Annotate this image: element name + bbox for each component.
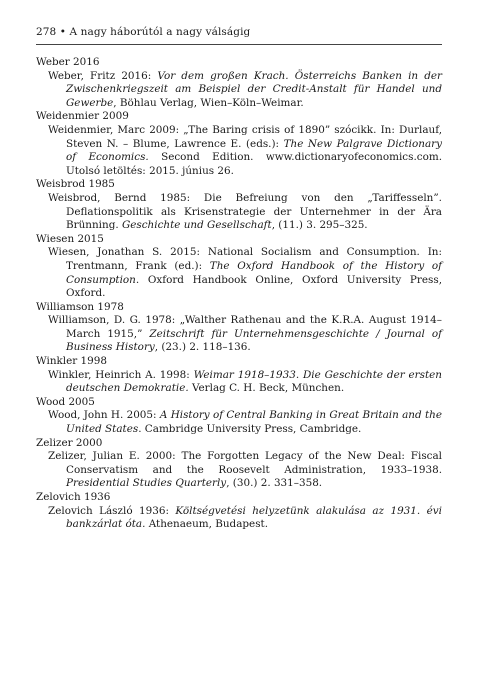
reference-body: Winkler, Heinrich A. 1998: Weimar 1918–1933. Die Geschichte der ersten deutschen Demokratie. Verlag C. H. Beck, München. bbox=[48, 368, 442, 395]
reference-key: Winkler 1998 bbox=[36, 355, 107, 368]
reference-entry bbox=[36, 491, 442, 532]
reference-key: Weber 2016 bbox=[36, 56, 100, 68]
reference-entry bbox=[36, 355, 442, 396]
reference-body: Zelovich László 1936: Költségvetési helyzetünk alakulása az 1931. évi bankzárlat óta. Athenaeum, Budapest. bbox=[48, 504, 442, 531]
reference-entry bbox=[36, 56, 442, 110]
reference-key: Williamson 1978 bbox=[36, 300, 124, 313]
reference-body: Zelizer, Julian E. 2000: The Forgotten Legacy of the New Deal: Fiscal Conservatism and the Roosevelt Administration, 1933–1938. Presidential Studies Quarterly, (30.) 2. 331–358. bbox=[48, 450, 442, 490]
reference-key: Zelovich 1936 bbox=[36, 491, 111, 503]
reference-key: Wood 2005 bbox=[36, 395, 95, 408]
reference-body: Weber, Fritz 2016: Vor dem großen Krach. Österreichs Banken in der Zwischenkriegszeit am Beispiel der Credit-Anstalt für Handel und Gewerbe, Böhlau Verlag, Wien–Köln–Weimar. bbox=[48, 69, 443, 109]
reference-entry bbox=[36, 233, 442, 301]
reference-entry bbox=[36, 178, 442, 232]
reference-list bbox=[36, 56, 442, 532]
reference-body: Weisbrod, Bernd 1985: Die Befreiung von den „Tariffesseln”. Deflationspolitik als Krisenstrategie der Unternehmer in der Ära Brünning. Geschichte und Gesellschaft, (11.) 3. 295–325. bbox=[48, 191, 442, 232]
reference-body: Weidenmier, Marc 2009: „The Baring crisis of 1890” szócikk. In: Durlauf, Steven N. – Blume, Lawrence E. (eds.): The New Palgrave Dictionary of Economics. Second Edition. www.dictionaryofeconomics.com. Utolsó letöltés: 2015. június 26. bbox=[48, 123, 442, 177]
running-head bbox=[36, 26, 442, 42]
reference-key: Zelizer 2000 bbox=[36, 436, 103, 449]
separator-bullet: • bbox=[59, 26, 67, 38]
reference-key: Weisbrod 1985 bbox=[36, 178, 115, 191]
reference-entry bbox=[36, 437, 442, 491]
page-number: 278 bbox=[36, 26, 57, 38]
reference-body: Williamson, D. G. 1978: „Walther Rathenau and the K.R.A. August 1914–March 1915,” Zeitschrift für Unternehmensgeschichte / Journal of Business History, (23.) 2. 118–136. bbox=[48, 314, 442, 354]
reference-key: Weidenmier 2009 bbox=[36, 110, 129, 123]
reference-entry bbox=[36, 396, 442, 437]
reference-entry bbox=[36, 110, 442, 178]
reference-body: Wood, John H. 2005: A History of Central Banking in Great Britain and the United States. Cambridge University Press, Cambridge. bbox=[48, 409, 442, 436]
header-rule bbox=[36, 44, 442, 45]
reference-key: Wiesen 2015 bbox=[36, 232, 104, 245]
reference-entry bbox=[36, 301, 442, 355]
reference-body: Wiesen, Jonathan S. 2015: National Socialism and Consumption. In: Trentmann, Frank (ed.): The Oxford Handbook of the History of Consumption. Oxford Handbook Online, Oxford University Press, Oxford. bbox=[48, 246, 442, 300]
running-title: A nagy háborútól a nagy válságig bbox=[69, 26, 251, 38]
